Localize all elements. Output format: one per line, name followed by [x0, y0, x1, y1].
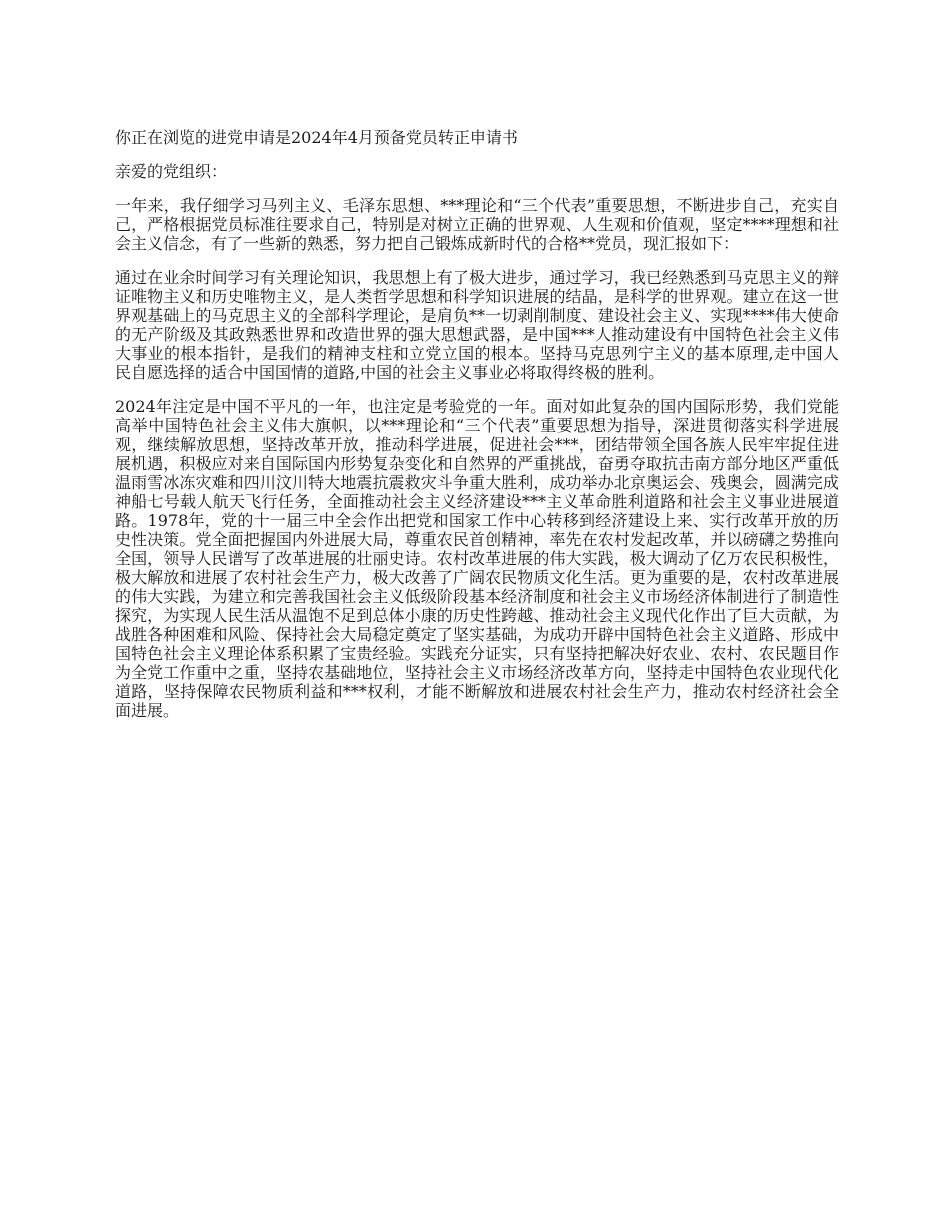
document-title-line: 你正在浏览的进党申请是2024年4月预备党员转正申请书: [115, 128, 518, 147]
paragraph-theory-study: 通过在业余时间学习有关理论知识，我思想上有了极大进步，通过学习，我已经熟悉到马克思主义的辩证唯物主义和历史唯物主义，是人类哲学思想和科学知识进展的结晶，是科学的世界观。建立在这一世界观基础上的马克思主义的全部科学理论，是肩负**一切剥削制度、建设社会主义、实现****伟大使命的无产阶级及其政熟悉世界和改造世界的强大思想武器，是中国***人推动建设有中国特色社会主义伟大事业的根本指针，是我们的精神支柱和立党立国的根本。坚持马克思列宁主义的基本原理,走中国人民自愿选择的适合中国国情的道路,中国的社会主义事业必将取得终极的胜利。: [115, 268, 839, 382]
paragraph-intro: 一年来，我仔细学习马列主义、毛泽东思想、***理论和“三个代表”重要思想，不断进步自己，充实自己，严格根据党员标准往要求自己，特别是对树立正确的世界观、人生观和价值观，坚定****理想和社会主义信念，有了一些新的熟悉，努力把自己锻炼成新时代的合格**党员，现汇报如下：: [115, 196, 839, 253]
document-body: [115, 128, 839, 735]
paragraph-year-review: 2024年注定是中国不平凡的一年，也注定是考验党的一年。面对如此复杂的国内国际形势，我们党能高举中国特色社会主义伟大旗帜，以***理论和“三个代表”重要思想为指导，深进贯彻落实科学进展观，继续解放思想，坚持改革开放，推动科学进展，促进社会***，团结带领全国各族人民牢牢捉住进展机遇，积极应对来自国际国内形势复杂变化和自然界的严重挑战，奋勇夺取抗击南方部分地区严重低温雨雪冰冻灾难和四川汶川特大地震抗震救灾斗争重大胜利，成功举办北京奥运会、残奥会，圆满完成神船七号载人航天飞行任务，全面推动社会主义经济建设***主义革命胜利道路和社会主义事业进展道路。1978年，党的十一届三中全会作出把党和国家工作中心转移到经济建设上来、实行改革开放的历史性决策。党全面把握国内外进展大局，尊重农民首创精神，率先在农村发起改革，并以磅礴之势推向全国，领导人民谱写了改革进展的壮丽史诗。农村改革进展的伟大实践，极大调动了亿万农民积极性，极大解放和进展了农村社会生产力，极大改善了广阔农民物质文化生活。更为重要的是，农村改革进展的伟大实践，为建立和完善我国社会主义低级阶段基本经济制度和社会主义市场经济体制进行了制造性探究，为实现人民生活从温饱不足到总体小康的历史性跨越、推动社会主义现代化作出了巨大贡献，为战胜各种困难和风险、保持社会大局稳定奠定了坚实基础，为成功开辟中国特色社会主义道路、形成中国特色社会主义理论体系积累了宝贵经验。实践充分证实，只有坚持把解决好农业、农村、农民题目作为全党工作重中之重，坚持农基础地位，坚持社会主义市场经济改革方向，坚持走中国特色农业现代化道路，坚持保障农民物质利益和***权利，才能不断解放和进展农村社会生产力，推动农村经济社会全面进展。: [115, 397, 839, 720]
salutation: 亲爱的党组织：: [115, 162, 228, 181]
